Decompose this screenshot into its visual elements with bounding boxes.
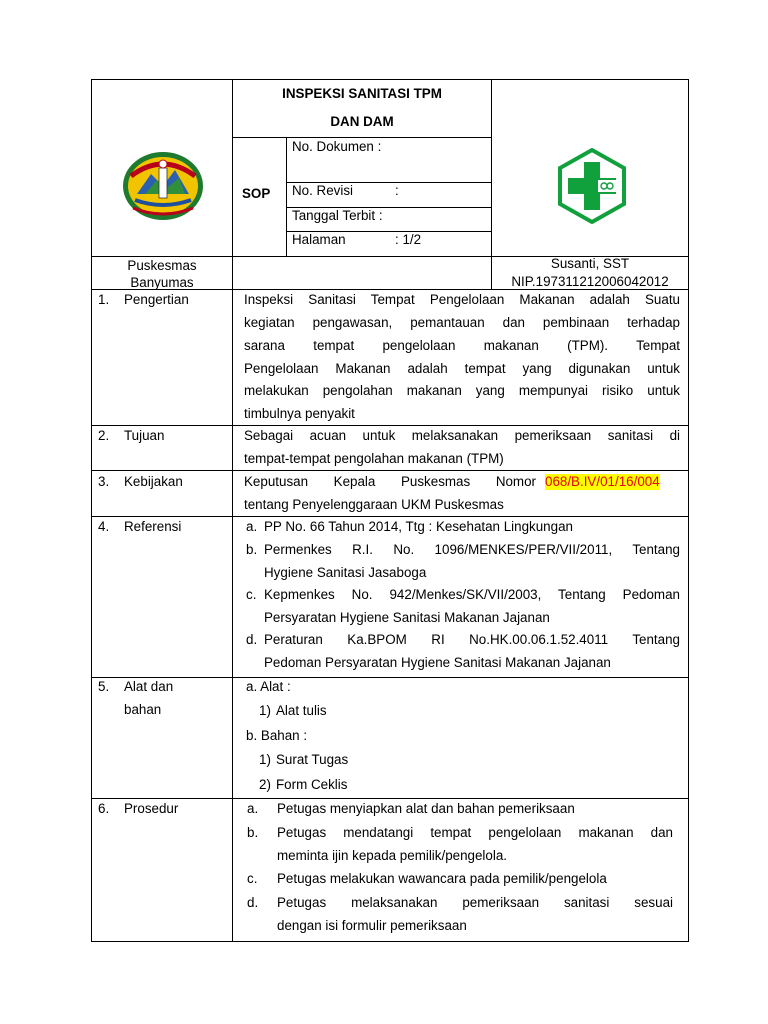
decree-number-highlight: 068/B.IV/01/16/004: [545, 474, 660, 489]
procedure-marker: a.: [247, 801, 259, 816]
header-divider-left: [232, 79, 233, 942]
reference-text: Persyaratan Hygiene Sanitasi Makanan Jajanan: [264, 610, 550, 625]
reference-text: PP No. 66 Tahun 2014, Ttg : Kesehatan Lingkungan: [264, 519, 573, 534]
reference-text: Hygiene Sanitasi Jasaboga: [264, 565, 427, 580]
table-border-bottom: [91, 941, 689, 942]
no-revisi-label: No. Revisi: [292, 183, 354, 198]
section-5-label-line1: Alat dan: [124, 679, 174, 694]
tools-heading: a. Alat :: [246, 679, 291, 694]
halaman-value: : 1/2: [395, 232, 422, 247]
tools-item: [259, 703, 327, 719]
procedure-text: Petugas mendatangi tempat pengelolaan makanan dan: [277, 825, 673, 840]
section-2-text-line: Sebagai acuan untuk melaksanakan pemeriksaan sanitasi di: [244, 428, 680, 443]
materials-item: [259, 752, 348, 768]
procedure-marker: d.: [247, 895, 259, 910]
reference-text: Pedoman Persyaratan Hygiene Sanitasi Makanan Jajanan: [264, 655, 611, 670]
table-border-left: [91, 79, 92, 942]
reference-marker: a.: [246, 519, 258, 534]
section-line-2-3: [91, 470, 689, 471]
document-title-line2: DAN DAM: [330, 114, 394, 129]
no-revisi-colon: :: [395, 183, 399, 198]
materials-item-marker: 1): [259, 752, 271, 767]
reference-marker: d.: [246, 632, 258, 647]
banyumas-seal-logo: [121, 150, 205, 222]
section-2-label: Tujuan: [124, 428, 165, 443]
signer-name: Susanti, SST: [550, 256, 630, 271]
reference-text: Peraturan Ka.BPOM RI No.HK.00.06.1.52.4011 Tentang: [264, 632, 680, 647]
section-4-number: 4.: [98, 519, 110, 534]
title-bottom-line: [232, 137, 492, 138]
procedure-text: Petugas menyiapkan alat dan bahan pemeriksaan: [277, 801, 575, 816]
reference-marker: c.: [246, 587, 257, 602]
section-3-text-line: Keputusan Kepala Puskesmas Nomor: [244, 474, 536, 489]
org-name-line2: Banyumas: [130, 275, 194, 290]
procedure-text: Petugas melaksanakan pemeriksaan sanitasi sesuai: [277, 895, 673, 910]
section-line-5-6: [91, 798, 689, 799]
no-dokumen-label: No. Dokumen :: [292, 139, 382, 154]
section-3-text-line: tentang Penyelenggaraan UKM Puskesmas: [244, 497, 504, 512]
puskesmas-green-cross-logo: [556, 148, 628, 224]
sop-label: SOP: [242, 186, 271, 201]
reference-text: Kepmenkes No. 942/Menkes/SK/VII/2003, Tentang Pedoman: [264, 587, 680, 602]
section-1-text-line: Pengelolaan Makanan adalah tempat yang digunakan untuk: [244, 361, 680, 376]
document-title-line1: INSPEKSI SANITASI TPM: [282, 86, 442, 101]
reference-text: Permenkes R.I. No. 1096/MENKES/PER/VII/2011, Tentang: [264, 542, 680, 557]
section-5-number: 5.: [98, 679, 110, 694]
materials-heading: b. Bahan :: [246, 728, 308, 743]
tools-item-text: Alat tulis: [276, 703, 327, 718]
procedure-marker: c.: [247, 871, 258, 886]
section-3-label: Kebijakan: [124, 474, 183, 489]
section-6-label: Prosedur: [124, 801, 179, 816]
section-2-number: 2.: [98, 428, 110, 443]
section-2-text-line: tempat-tempat pengolahan makanan (TPM): [244, 451, 504, 466]
section-6-number: 6.: [98, 801, 110, 816]
tools-item-marker: 1): [259, 703, 271, 718]
materials-item-text: Form Ceklis: [276, 777, 348, 792]
section-3-number: 3.: [98, 474, 110, 489]
procedure-marker: b.: [247, 825, 259, 840]
procedure-text: dengan isi formulir pemeriksaan: [277, 918, 467, 933]
table-border-top: [91, 79, 689, 80]
section-5-label-line2: bahan: [124, 702, 162, 717]
table-border-right: [688, 79, 689, 942]
section-line-3-4: [91, 516, 689, 517]
section-1-number: 1.: [98, 292, 110, 307]
section-line-1-2: [91, 425, 689, 426]
sop-divider: [286, 137, 287, 257]
procedure-text: Petugas melakukan wawancara pada pemilik/pengelola: [277, 871, 607, 886]
org-name-line1: Puskesmas: [127, 258, 197, 273]
section-line-4-5: [91, 677, 689, 678]
tanggal-terbit-label: Tanggal Terbit :: [292, 208, 383, 223]
section-1-text-line: kegiatan pengawasan, pemantauan dan pembinaan terhadap: [244, 315, 680, 330]
section-1-text-line: timbulnya penyakit: [244, 406, 355, 421]
reference-marker: b.: [246, 542, 258, 557]
materials-item: [259, 777, 347, 793]
section-4-label: Referensi: [124, 519, 182, 534]
section-1-text-line: melakukan pengolahan makanan yang mempunyai risiko untuk: [244, 383, 680, 398]
signer-nip: NIP.197311212006042012: [511, 274, 669, 289]
section-1-text-line: Inspeksi Sanitasi Tempat Pengelolaan Makanan adalah Suatu: [244, 292, 680, 307]
section-1-text-line: sarana tempat pengelolaan makanan (TPM). Tempat: [244, 338, 680, 353]
halaman-label: Halaman: [292, 232, 346, 247]
procedure-text: meminta ijin kepada pemilik/pengelola.: [277, 848, 508, 863]
materials-item-text: Surat Tugas: [276, 752, 349, 767]
materials-item-marker: 2): [259, 777, 271, 792]
section-1-label: Pengertian: [124, 292, 189, 307]
